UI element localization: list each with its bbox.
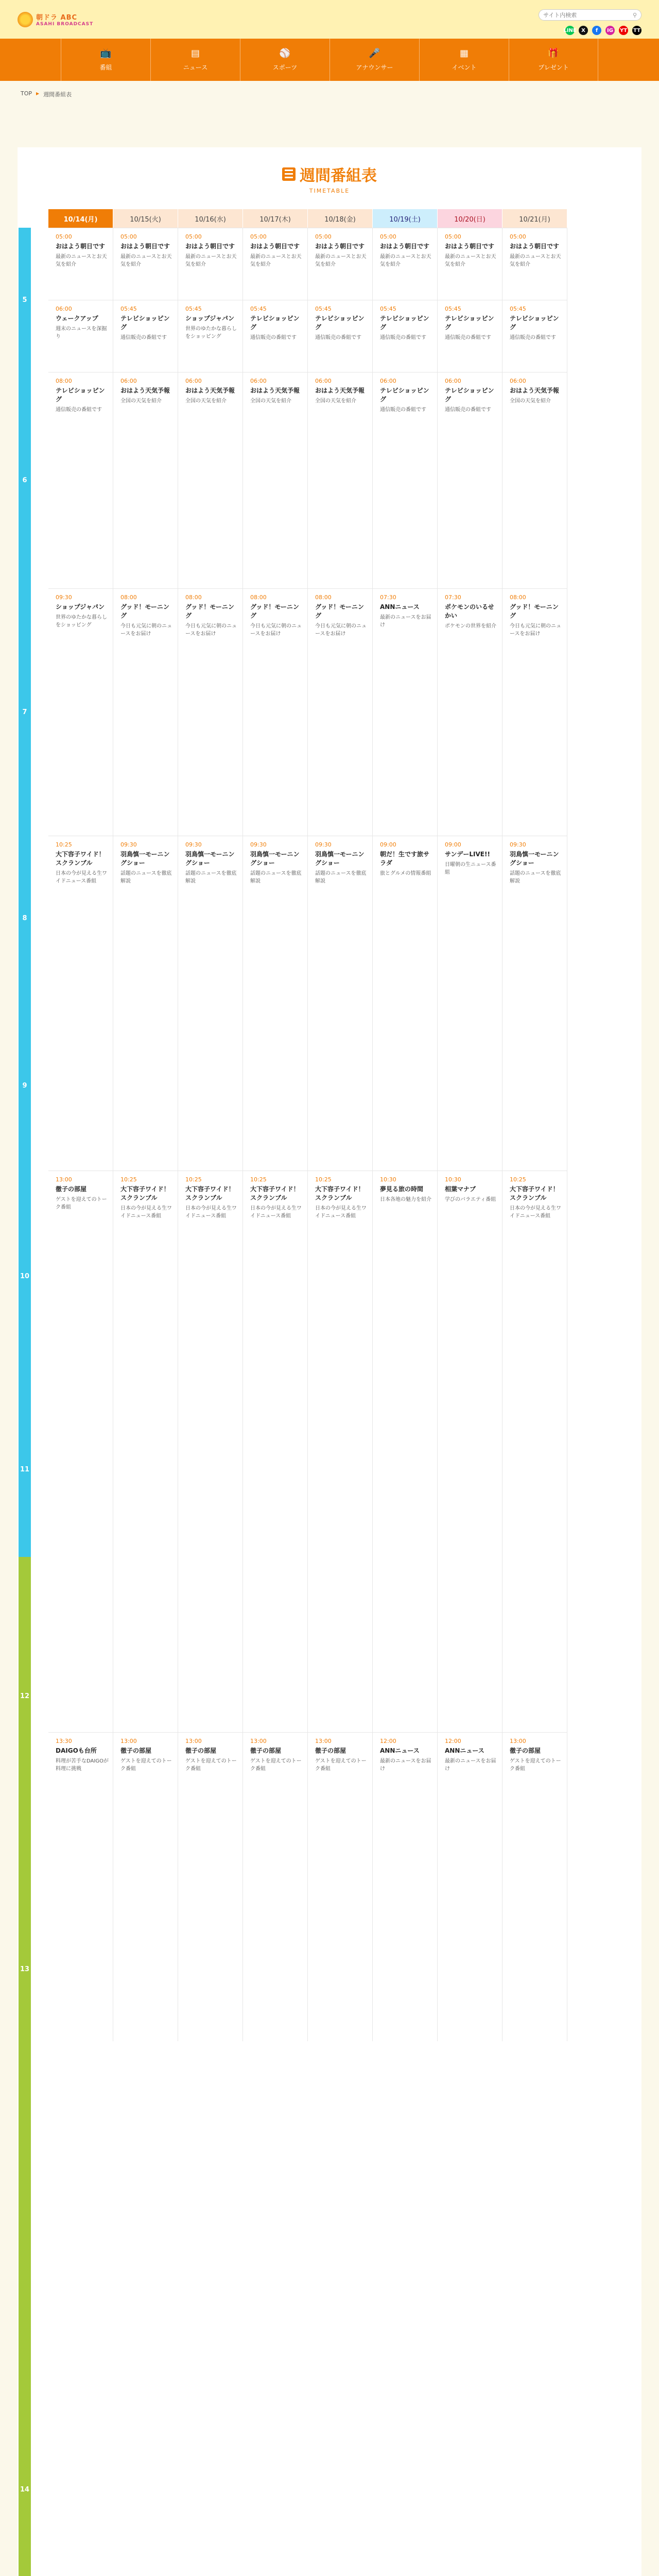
program-description: 最新のニュースをお届け <box>380 614 431 629</box>
program-time: 06:00 <box>315 378 332 384</box>
site-logo[interactable] <box>18 12 93 27</box>
program-block[interactable] <box>48 372 113 588</box>
program-block[interactable] <box>243 1732 308 2041</box>
program-description: 旅とグルメの情報番組 <box>380 870 431 876</box>
hour-label: 7 <box>19 588 31 836</box>
program-time: 06:00 <box>250 378 267 384</box>
mic-icon: 🎤 <box>369 48 380 59</box>
day-tab[interactable]: 10/14(月) <box>48 209 113 228</box>
program-title[interactable]: テレビショッピング <box>445 315 494 331</box>
program-block[interactable] <box>178 1171 243 1732</box>
program-title[interactable]: 大下容子ワイド！スクランブル <box>185 1185 235 1201</box>
program-description: 最新のニュースとお天気を紹介 <box>250 253 302 268</box>
nav-label: イベント <box>452 63 477 71</box>
nav-item-events[interactable] <box>419 39 509 81</box>
program-title[interactable]: 羽鳥慎一モーニングショー <box>510 851 559 867</box>
program-description: 最新のニュースとお天気を紹介 <box>380 253 431 268</box>
program-time: 09:00 <box>445 841 461 848</box>
program-title[interactable]: おはよう天気予報 <box>185 387 235 394</box>
program-block[interactable] <box>243 1171 308 1732</box>
day-header-row <box>48 209 567 228</box>
program-block[interactable] <box>48 836 113 1171</box>
x-icon[interactable]: X <box>579 26 588 35</box>
program-time: 05:00 <box>510 233 526 240</box>
program-description: 世界のゆたかな暮らしをショッピング <box>185 326 237 340</box>
hour-label: 6 <box>19 372 31 588</box>
program-time: 07:30 <box>380 594 396 601</box>
program-title[interactable]: ウェークアップ <box>56 315 98 322</box>
program-block[interactable] <box>438 1732 502 2041</box>
program-time: 06:00 <box>510 378 526 384</box>
program-time: 06:00 <box>120 378 137 384</box>
site-header <box>0 0 659 39</box>
hour-label: 11 <box>19 1382 31 1557</box>
program-block[interactable] <box>48 228 113 300</box>
program-description: 最新のニュースをお届け <box>445 1758 496 1772</box>
program-block[interactable] <box>308 588 373 836</box>
program-description: ゲストを迎えてのトーク番組 <box>510 1758 561 1772</box>
program-block[interactable] <box>243 300 308 372</box>
program-description: ゲストを迎えてのトーク番組 <box>120 1758 172 1772</box>
program-block[interactable] <box>243 588 308 836</box>
program-description: ゲストを迎えてのトーク番組 <box>250 1758 302 1772</box>
program-time: 12:00 <box>380 1738 396 1744</box>
program-time: 05:45 <box>510 306 526 312</box>
facebook-icon[interactable]: f <box>592 26 601 35</box>
program-title[interactable]: おはよう朝日です <box>120 243 170 250</box>
program-title[interactable]: 相葉マナブ <box>445 1185 476 1193</box>
program-block[interactable] <box>178 1732 243 2041</box>
program-block[interactable] <box>113 588 178 836</box>
program-description: 全国の天気を紹介 <box>250 398 291 404</box>
main-nav <box>0 39 659 81</box>
nav-label: ニュース <box>183 63 208 71</box>
program-description: 料理が苦手なDAIGOが料理に挑戦 <box>56 1758 109 1772</box>
hour-label: 13 <box>19 1835 31 2103</box>
program-time: 10:30 <box>380 1176 396 1183</box>
program-time: 07:30 <box>445 594 461 601</box>
program-title[interactable]: おはよう朝日です <box>56 243 106 250</box>
nav-label: プレゼント <box>538 63 569 71</box>
program-description: 最新のニュースをお届け <box>380 1758 431 1772</box>
day-tab[interactable]: 10/19(土) <box>373 209 438 228</box>
program-description: 最新のニュースとお天気を紹介 <box>120 253 172 268</box>
sports-icon: ⚾ <box>279 48 291 59</box>
program-title[interactable]: おはよう朝日です <box>185 243 235 250</box>
program-block[interactable] <box>113 300 178 372</box>
program-description: 日本の今が見える生ワイドニュース番組 <box>315 1205 367 1219</box>
program-time: 05:45 <box>185 306 202 312</box>
program-description: ゲストを迎えてのトーク番組 <box>185 1758 237 1772</box>
program-block[interactable] <box>502 372 567 588</box>
day-tab[interactable]: 10/16(水) <box>178 209 243 228</box>
program-title[interactable]: おはよう天気予報 <box>510 387 560 394</box>
program-title[interactable]: ショップジャパン <box>56 603 105 611</box>
program-block[interactable] <box>502 1732 567 2041</box>
program-title[interactable]: グッド！モーニング <box>510 603 559 619</box>
program-time: 05:45 <box>315 306 332 312</box>
program-time: 10:25 <box>185 1176 202 1183</box>
program-description: 今日も元気に朝のニュースをお届け <box>185 623 237 637</box>
page-subtitle: TIMETABLE <box>309 187 350 194</box>
program-block[interactable] <box>502 1171 567 1732</box>
hour-label: 10 <box>19 1171 31 1382</box>
calendar-icon: ▦ <box>459 48 469 59</box>
program-time: 05:00 <box>56 233 72 240</box>
hour-label: 14 <box>19 2103 31 2576</box>
program-time: 06:00 <box>185 378 202 384</box>
program-time: 09:00 <box>380 841 396 848</box>
hour-label: 5 <box>19 228 31 372</box>
program-time: 12:00 <box>445 1738 461 1744</box>
program-block[interactable] <box>373 300 438 372</box>
program-description: 最新のニュースとお天気を紹介 <box>315 253 367 268</box>
program-description: 通信販売の番組です <box>120 334 167 341</box>
program-title[interactable]: おはよう天気予報 <box>120 387 170 394</box>
sun-icon <box>18 12 33 27</box>
program-description: 今日も元気に朝のニュースをお届け <box>315 623 367 637</box>
program-description: 学びのバラエティ番組 <box>445 1196 496 1202</box>
program-title[interactable]: おはよう朝日です <box>315 243 365 250</box>
program-description: 日本の今が見える生ワイドニュース番組 <box>56 870 107 885</box>
program-title[interactable]: おはよう朝日です <box>380 243 430 250</box>
program-description: 週末のニュースを深掘り <box>56 326 107 340</box>
nav-item-news[interactable] <box>150 39 240 81</box>
program-time: 13:30 <box>56 1738 72 1744</box>
program-time: 08:00 <box>56 378 72 384</box>
program-title[interactable]: テレビショッピング <box>380 315 429 331</box>
program-time: 05:00 <box>380 233 396 240</box>
program-description: 通信販売の番組です <box>380 406 426 413</box>
program-description: 全国の天気を紹介 <box>120 398 162 404</box>
program-description: 話題のニュースを徹底解説 <box>120 870 172 885</box>
program-time: 13:00 <box>250 1738 267 1744</box>
program-title[interactable]: グッド！モーニング <box>250 603 299 619</box>
day-tab[interactable]: 10/15(火) <box>113 209 178 228</box>
program-time: 10:25 <box>315 1176 332 1183</box>
program-block[interactable] <box>243 836 308 1171</box>
nav-label: 番組 <box>99 63 112 71</box>
program-block[interactable] <box>178 588 243 836</box>
news-icon: ▤ <box>190 48 200 59</box>
program-title[interactable]: 羽鳥慎一モーニングショー <box>120 851 170 867</box>
logo-subtext: ASAHI BROADCAST <box>36 22 94 27</box>
program-title[interactable]: 朝だ！生です旅サラダ <box>380 851 430 867</box>
program-title[interactable]: おはよう朝日です <box>510 243 560 250</box>
tv-icon: 📺 <box>100 48 112 59</box>
program-block[interactable] <box>373 1171 438 1732</box>
program-title[interactable]: グッド！モーニング <box>185 603 234 619</box>
program-time: 13:00 <box>510 1738 526 1744</box>
program-block[interactable] <box>438 588 502 836</box>
program-title[interactable]: テレビショッピング <box>380 387 429 403</box>
breadcrumb-current: 週間番組表 <box>43 91 72 98</box>
program-description: 最新のニュースとお天気を紹介 <box>510 253 561 268</box>
program-title[interactable]: グッド！モーニング <box>120 603 169 619</box>
program-block[interactable] <box>373 836 438 1171</box>
nav-item-present[interactable] <box>509 39 598 81</box>
timetable-card <box>18 147 641 2576</box>
program-title[interactable]: 夢見る旅の時間 <box>380 1185 424 1193</box>
program-title[interactable]: テレビショッピング <box>445 387 494 403</box>
program-title[interactable]: テレビショッピング <box>120 315 170 331</box>
program-time: 10:25 <box>56 841 72 848</box>
program-time: 10:25 <box>120 1176 137 1183</box>
program-description: 話題のニュースを徹底解説 <box>510 870 561 885</box>
program-title[interactable]: おはよう天気予報 <box>315 387 365 394</box>
program-title[interactable]: 徹子の部屋 <box>56 1185 87 1193</box>
program-title[interactable]: グッド！モーニング <box>315 603 364 619</box>
program-block[interactable] <box>178 836 243 1171</box>
program-title[interactable]: サンデーLIVE!! <box>445 851 490 858</box>
program-time: 13:00 <box>120 1738 137 1744</box>
program-block[interactable] <box>48 588 113 836</box>
program-title[interactable]: 徹子の部屋 <box>185 1747 217 1754</box>
program-title[interactable]: 徹子の部屋 <box>250 1747 282 1754</box>
program-block[interactable] <box>373 1732 438 2041</box>
program-title[interactable]: テレビショッピング <box>56 387 105 403</box>
search-box[interactable] <box>539 9 641 21</box>
program-title[interactable]: ANNニュース <box>445 1747 484 1754</box>
search-icon[interactable]: ⚲ <box>632 11 637 19</box>
program-description: 最新のニュースとお天気を紹介 <box>445 253 496 268</box>
program-time: 10:25 <box>250 1176 267 1183</box>
social-links <box>565 26 641 35</box>
program-block[interactable] <box>373 372 438 588</box>
youtube-icon[interactable]: YT <box>619 26 628 35</box>
program-block[interactable] <box>308 228 373 300</box>
program-title[interactable]: 大下容子ワイド！スクランブル <box>315 1185 365 1201</box>
program-description: 全国の天気を紹介 <box>510 398 551 404</box>
program-title[interactable]: 徹子の部屋 <box>120 1747 152 1754</box>
program-block[interactable] <box>243 372 308 588</box>
program-block[interactable] <box>48 1732 113 2041</box>
gift-icon: 🎁 <box>547 48 560 59</box>
program-description: 通信販売の番組です <box>250 334 297 341</box>
program-description: 全国の天気を紹介 <box>315 398 356 404</box>
program-time: 09:30 <box>250 841 267 848</box>
program-description: 全国の天気を紹介 <box>185 398 227 404</box>
program-time: 09:30 <box>120 841 137 848</box>
program-description: 通信販売の番組です <box>380 334 426 341</box>
program-description: ポケモンの世界を紹介 <box>445 623 496 629</box>
program-time: 09:30 <box>185 841 202 848</box>
program-description: 日本の今が見える生ワイドニュース番組 <box>120 1205 172 1219</box>
program-time: 05:45 <box>120 306 137 312</box>
program-block[interactable] <box>438 300 502 372</box>
nav-item-programs[interactable] <box>61 39 150 81</box>
day-tab[interactable]: 10/18(金) <box>308 209 373 228</box>
program-time: 05:00 <box>315 233 332 240</box>
hour-label: 12 <box>19 1557 31 1835</box>
breadcrumb-home[interactable]: TOP <box>21 90 32 97</box>
program-title[interactable]: おはよう天気予報 <box>250 387 300 394</box>
program-time: 05:00 <box>120 233 137 240</box>
program-description: 世界のゆたかな暮らしをショッピング <box>56 614 107 629</box>
program-title[interactable]: テレビショッピング <box>315 315 365 331</box>
program-description: 今日も元気に朝のニュースをお届け <box>250 623 302 637</box>
program-description: 通信販売の番組です <box>445 406 491 413</box>
program-time: 10:25 <box>510 1176 526 1183</box>
program-block[interactable] <box>373 228 438 300</box>
program-description: 話題のニュースを徹底解説 <box>315 870 367 885</box>
program-time: 06:00 <box>380 378 396 384</box>
program-block[interactable] <box>438 228 502 300</box>
program-block[interactable] <box>502 228 567 300</box>
program-title[interactable]: 徹子の部屋 <box>315 1747 346 1754</box>
day-tab[interactable]: 10/17(木) <box>243 209 308 228</box>
program-block[interactable] <box>113 1171 178 1732</box>
program-time: 05:00 <box>185 233 202 240</box>
program-title[interactable]: テレビショッピング <box>250 315 300 331</box>
search-input[interactable] <box>543 12 633 19</box>
program-time: 08:00 <box>250 594 267 601</box>
nav-label: アナウンサー <box>356 63 393 71</box>
program-block[interactable] <box>178 228 243 300</box>
nav-item-sports[interactable] <box>240 39 330 81</box>
logo-text: 朝ドラ ABC <box>36 14 78 22</box>
program-title[interactable]: 大下容子ワイド！スクランブル <box>120 1185 170 1201</box>
program-description: 話題のニュースを徹底解説 <box>185 870 237 885</box>
breadcrumb <box>0 81 659 108</box>
program-title[interactable]: ANNニュース <box>380 603 420 611</box>
program-description: 日本の今が見える生ワイドニュース番組 <box>250 1205 302 1219</box>
program-description: 今日も元気に朝のニュースをお届け <box>510 623 561 637</box>
program-title[interactable]: DAIGOも台所 <box>56 1747 97 1754</box>
program-block[interactable] <box>502 588 567 836</box>
program-block[interactable] <box>308 372 373 588</box>
program-description: 最新のニュースとお天気を紹介 <box>185 253 237 268</box>
program-block[interactable] <box>48 300 113 372</box>
program-block[interactable] <box>502 300 567 372</box>
program-block[interactable] <box>178 300 243 372</box>
program-block[interactable] <box>308 1732 373 2041</box>
program-description: 通信販売の番組です <box>315 334 361 341</box>
program-title[interactable]: 大下容子ワイド！スクランブル <box>510 1185 559 1201</box>
nav-item-announcer[interactable] <box>330 39 419 81</box>
program-description: 通信販売の番組です <box>56 406 102 413</box>
program-title[interactable]: 大下容子ワイド！スクランブル <box>250 1185 300 1201</box>
program-time: 13:00 <box>56 1176 72 1183</box>
hour-label: 8 <box>19 836 31 1001</box>
program-title[interactable]: ポケモンのいるせかい <box>445 603 494 619</box>
program-title[interactable]: テレビショッピング <box>510 315 559 331</box>
program-title[interactable]: ショップジャパン <box>185 315 235 322</box>
timetable-icon <box>282 167 296 181</box>
program-block[interactable] <box>113 228 178 300</box>
program-description: ゲストを迎えてのトーク番組 <box>56 1196 107 1211</box>
program-description: 話題のニュースを徹底解説 <box>250 870 302 885</box>
program-time: 13:00 <box>185 1738 202 1744</box>
program-title[interactable]: 羽鳥慎一モーニングショー <box>315 851 365 867</box>
program-title[interactable]: おはよう朝日です <box>250 243 300 250</box>
program-time: 09:30 <box>510 841 526 848</box>
program-description: 日本各地の魅力を紹介 <box>380 1196 431 1202</box>
program-description: 日曜朝の生ニュース番組 <box>445 861 496 876</box>
program-block[interactable] <box>178 372 243 588</box>
program-description: ゲストを迎えてのトーク番組 <box>315 1758 367 1772</box>
program-description: 今日も元気に朝のニュースをお届け <box>120 623 172 637</box>
nav-label: スポーツ <box>272 63 298 71</box>
breadcrumb-separator: ▶ <box>36 91 40 96</box>
program-block[interactable] <box>48 1171 113 1732</box>
program-title[interactable]: 羽鳥慎一モーニングショー <box>185 851 235 867</box>
program-block[interactable] <box>373 588 438 836</box>
tiktok-icon[interactable]: TT <box>632 26 641 35</box>
day-tab[interactable]: 10/21(月) <box>502 209 567 228</box>
program-block[interactable] <box>438 1171 502 1732</box>
program-time: 05:00 <box>250 233 267 240</box>
program-title[interactable]: 羽鳥慎一モーニングショー <box>250 851 300 867</box>
day-tab[interactable]: 10/20(日) <box>438 209 502 228</box>
program-block[interactable] <box>308 1171 373 1732</box>
program-title[interactable]: おはよう朝日です <box>445 243 495 250</box>
program-time: 05:45 <box>250 306 267 312</box>
program-time: 06:00 <box>445 378 461 384</box>
program-time: 09:30 <box>56 594 72 601</box>
hour-label: 9 <box>19 1001 31 1171</box>
program-time: 08:00 <box>185 594 202 601</box>
program-time: 08:00 <box>510 594 526 601</box>
program-block[interactable] <box>113 1732 178 2041</box>
page-title: 週間番組表 <box>300 166 377 185</box>
program-block[interactable] <box>243 228 308 300</box>
program-description: 日本の今が見える生ワイドニュース番組 <box>185 1205 237 1219</box>
program-time: 10:30 <box>445 1176 461 1183</box>
program-block[interactable] <box>308 836 373 1171</box>
program-block[interactable] <box>502 836 567 1171</box>
program-block[interactable] <box>438 836 502 1171</box>
program-title[interactable]: 徹子の部屋 <box>510 1747 541 1754</box>
program-time: 05:45 <box>380 306 396 312</box>
program-description: 通信販売の番組です <box>510 334 556 341</box>
program-description: 通信販売の番組です <box>445 334 491 341</box>
line-icon[interactable]: LINE <box>565 26 575 35</box>
program-block[interactable] <box>113 836 178 1171</box>
program-title[interactable]: ANNニュース <box>380 1747 420 1754</box>
program-time: 06:00 <box>56 306 72 312</box>
program-block[interactable] <box>308 300 373 372</box>
program-time: 08:00 <box>120 594 137 601</box>
program-title[interactable]: 大下容子ワイド！スクランブル <box>56 851 105 867</box>
program-block[interactable] <box>438 372 502 588</box>
program-description: 日本の今が見える生ワイドニュース番組 <box>510 1205 561 1219</box>
program-time: 05:00 <box>445 233 461 240</box>
program-time: 05:45 <box>445 306 461 312</box>
program-time: 09:30 <box>315 841 332 848</box>
program-time: 08:00 <box>315 594 332 601</box>
program-description: 最新のニュースとお天気を紹介 <box>56 253 107 268</box>
instagram-icon[interactable]: IG <box>605 26 615 35</box>
program-time: 13:00 <box>315 1738 332 1744</box>
program-block[interactable] <box>113 372 178 588</box>
